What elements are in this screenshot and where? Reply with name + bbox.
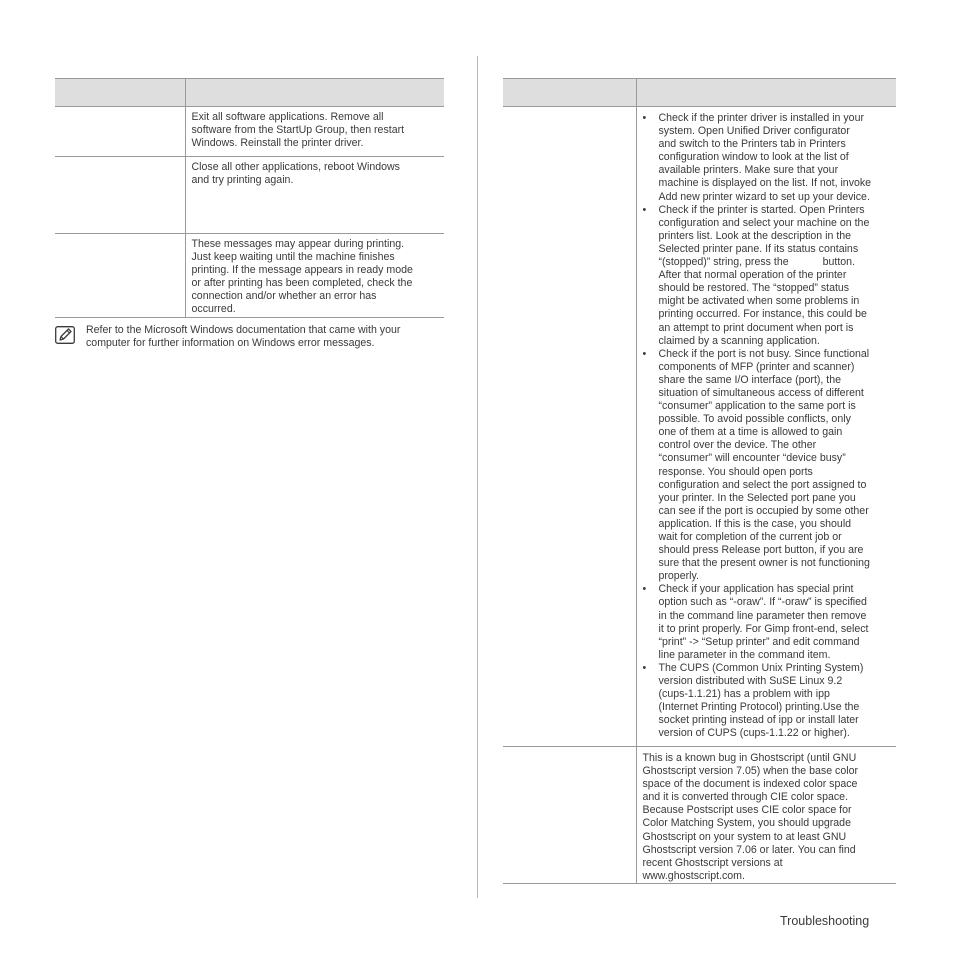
- bullet-line: your printer. In the Selected port pane you: [658, 491, 856, 504]
- bullet-line: (Internet Printing Protocol) printing.Use the: [658, 701, 860, 714]
- solution-cell: [636, 747, 896, 884]
- solution-line: software from the StartUp Group, then restart: [191, 124, 405, 137]
- bullet-line: version distributed with SuSE Linux 9.2: [658, 675, 843, 688]
- solution-line: occurred.: [191, 303, 236, 316]
- bullet-line: Check if the printer driver is installed in your: [658, 112, 864, 124]
- solution-cell: [636, 107, 896, 747]
- bullet-line: option such as “-oraw”. If “-oraw” is specified: [658, 596, 867, 609]
- solution-cell: [185, 107, 444, 157]
- pencil-note-icon: [55, 326, 75, 344]
- bullet-line: can see if the port is occupied by some other: [658, 504, 869, 517]
- bullet-line: components of MFP (printer and scanner): [658, 360, 855, 373]
- table-row: [503, 747, 896, 884]
- bullet-line: Check if your application has special print: [658, 583, 854, 596]
- bullet-line: system. Open Unified Driver configurator: [658, 125, 850, 138]
- bullet-line: response. You should open ports: [658, 465, 813, 478]
- header-solution-cell: [636, 79, 896, 107]
- header-condition-cell: [503, 79, 636, 107]
- solution-line: connection and/or whether an error has: [191, 290, 377, 303]
- solution-line: These messages may appear during printing.: [191, 238, 405, 250]
- solution-bullet-list: [643, 112, 893, 741]
- table-header-row: [503, 79, 896, 107]
- bullet-line: possible. To avoid possible conflicts, only: [658, 413, 851, 426]
- bullet-glyph: •: [642, 583, 647, 596]
- bullet-line: Check if the printer is started. Open Printers: [658, 203, 865, 216]
- solution-line: space of the document is indexed color space: [642, 778, 858, 791]
- list-item: [643, 204, 893, 348]
- solution-line: This is a known bug in Ghostscript (until GNU: [642, 752, 857, 764]
- bullet-line: an attempt to print document when port is: [658, 321, 854, 334]
- solution-line: printing. If the message appears in ready mode: [191, 264, 413, 277]
- bullet-line: claimed by a scanning application.: [658, 334, 820, 347]
- bullet-line: might be activated when some problems in: [658, 295, 860, 308]
- list-item: [643, 348, 893, 584]
- note-line: computer for further information on Windows error messages.: [86, 337, 375, 349]
- bullet-glyph: •: [642, 661, 647, 674]
- bullet-line-text: “(stopped)” string, press the: [658, 256, 789, 269]
- condition-cell: [55, 157, 185, 234]
- note-text: [86, 324, 445, 350]
- solution-line: and it is converted through CIE color space.: [642, 791, 849, 804]
- solution-line: Ghostscript version 7.05) when the base color: [642, 765, 859, 778]
- bullet-line: available printers. Make sure that your: [658, 164, 839, 177]
- solution-line: Close all other applications, reboot Windows: [191, 161, 400, 173]
- bullet-glyph: •: [642, 203, 647, 216]
- solution-cell: [185, 157, 444, 234]
- bullet-line: Add new printer wizard to set up your device.: [658, 190, 870, 203]
- table-header-row: [55, 79, 444, 107]
- solution-line: Just keep waiting until the machine finishes: [191, 251, 395, 264]
- bullet-line: properly.: [658, 570, 699, 583]
- bullet-line: The CUPS (Common Unix Printing System): [658, 661, 864, 674]
- bullet-line: it to print properly. For Gimp front-end, select: [658, 622, 869, 635]
- bullet-line: machine is displayed on the list. If not, invoke: [658, 177, 872, 190]
- list-item: [643, 662, 893, 741]
- condition-cell: [55, 107, 185, 157]
- bullet-line: After that normal operation of the printer: [658, 269, 847, 282]
- bullet-line: “consumer” application to the same port is: [658, 400, 856, 413]
- bullet-glyph: •: [642, 112, 647, 124]
- solution-line: and try printing again.: [191, 174, 294, 187]
- condition-cell: [503, 747, 636, 884]
- left-solutions-table: [55, 78, 444, 318]
- bullet-line: printers list. Look at the description in the: [658, 229, 852, 242]
- bullet-line: and switch to the Printers tab in Printers: [658, 138, 846, 151]
- bullet-line-text: button.: [822, 256, 856, 269]
- bullet-line: share the same I/O interface (port), the: [658, 373, 842, 386]
- list-item: [643, 112, 893, 204]
- bullet-line: in the command line parameter then remove: [658, 609, 867, 622]
- table-row: [55, 234, 444, 318]
- solution-cell: [185, 234, 444, 318]
- right-solutions-table: [503, 78, 896, 884]
- solution-line: Ghostscript version 7.06 or later. You can find: [642, 843, 856, 856]
- bullet-line: version of CUPS (cups-1.1.22 or higher).: [658, 727, 850, 740]
- column-divider: [477, 56, 478, 898]
- bullet-line: should be restored. The “stopped” status: [658, 282, 850, 295]
- solution-line: Windows. Reinstall the printer driver.: [191, 137, 364, 150]
- bullet-line: (cups-1.1.21) has a problem with ipp: [658, 688, 830, 701]
- condition-cell: [503, 107, 636, 747]
- bullet-line: configuration window to look at the list of: [658, 151, 849, 164]
- bullet-line: printing occurred. For instance, this could be: [658, 308, 867, 321]
- bullet-line: configuration and select the port assigned to: [658, 478, 867, 491]
- bullet-line: one of them at a time is allowed to gain: [658, 426, 843, 439]
- bullet-line: line parameter in the command item.: [658, 648, 831, 661]
- bullet-line: Selected printer pane. If its status contains: [658, 242, 859, 255]
- note-line: Refer to the Microsoft Windows documentation that came with your: [86, 324, 401, 336]
- header-solution-cell: [185, 79, 444, 107]
- bullet-line: [659, 256, 893, 269]
- header-condition-cell: [55, 79, 185, 107]
- bullet-line: “print” -> “Setup printer” and edit command: [658, 635, 860, 648]
- solution-line: or after printing has been completed, check the: [191, 277, 413, 290]
- bullet-line: should press Release port button, if you are: [658, 544, 864, 557]
- table-row: [503, 107, 896, 747]
- table-row: [55, 107, 444, 157]
- bullet-glyph: •: [642, 347, 647, 360]
- solution-line: Exit all software applications. Remove all: [191, 111, 384, 123]
- bullet-line: Check if the port is not busy. Since functional: [658, 347, 870, 360]
- solution-line: www.ghostscript.com.: [642, 869, 745, 882]
- footer-section-label: Troubleshooting: [780, 914, 870, 928]
- bullet-line: control over the device. The other: [658, 439, 817, 452]
- bullet-line: “consumer” will encounter “device busy”: [658, 452, 846, 465]
- solution-line: Color Matching System, you should upgrade: [642, 817, 851, 830]
- windows-doc-note: [55, 324, 445, 350]
- solution-line: Because Postscript uses CIE color space for: [642, 804, 852, 817]
- bullet-line: socket printing instead of ipp or install later: [658, 714, 859, 727]
- bullet-line: wait for completion of the current job or: [658, 531, 842, 543]
- list-item: [643, 583, 893, 662]
- solution-line: Ghostscript on your system to at least GNU: [642, 830, 847, 843]
- condition-cell: [55, 234, 185, 318]
- bullet-line: sure that the present owner is not functioning: [658, 557, 870, 570]
- bullet-line: configuration and select your machine on the: [658, 216, 870, 229]
- bullet-line: application. If this is the case, you should: [658, 517, 852, 530]
- table-row: [55, 157, 444, 234]
- solution-line: recent Ghostscript versions at: [642, 856, 783, 869]
- bullet-line: situation of simultaneous access of different: [658, 386, 864, 399]
